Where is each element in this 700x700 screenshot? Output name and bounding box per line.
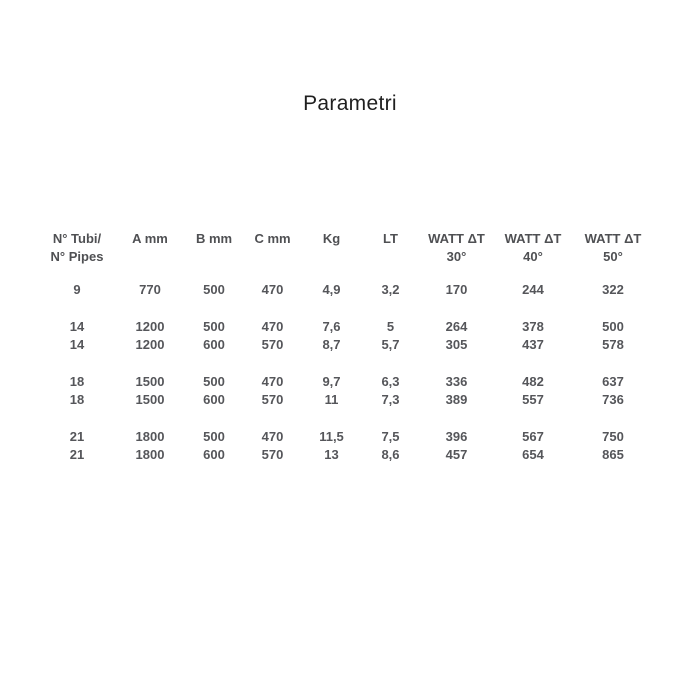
column-header-pipes (39, 230, 115, 266)
cell-watt50: 865 (602, 447, 624, 462)
cell-kg: 4,9 (322, 282, 341, 297)
cell-watt50: 637 (602, 374, 624, 389)
cell-watt30: 305 (445, 337, 468, 352)
cell-b-mm: 600 (203, 392, 225, 407)
cell-watt50: 736 (602, 392, 624, 407)
cell-watt40: 437 (522, 337, 544, 352)
cell-pipes: 14 (69, 319, 85, 334)
column-header-pipes-line2: N° Pipes (50, 249, 104, 264)
cell-b-mm: 500 (203, 374, 225, 389)
cell-c-mm: 470 (261, 429, 284, 444)
cell-pipes: 21 (69, 429, 85, 444)
cell-lt: 3,2 (381, 282, 400, 297)
cell-watt50: 578 (602, 337, 624, 352)
cell-watt30: 396 (445, 429, 468, 444)
row-group-18-pipes (39, 373, 653, 409)
cell-a-mm: 1800 (135, 447, 165, 462)
cell-a-mm: 1500 (135, 392, 165, 407)
column-header-watt-dt-50: WATT ΔT 50° (584, 231, 642, 264)
cell-kg: 9,7 (322, 374, 341, 389)
cell-c-mm: 470 (261, 374, 284, 389)
column-header-b-mm: B mm (195, 231, 233, 246)
cell-watt50: 500 (602, 319, 624, 334)
cell-lt: 5 (386, 319, 395, 334)
row-group-14-pipes (39, 318, 653, 354)
column-header-c-mm: C mm (254, 231, 291, 246)
table-row (39, 446, 653, 464)
cell-lt: 7,3 (381, 392, 400, 407)
cell-kg: 11 (324, 392, 339, 407)
cell-lt: 8,6 (381, 447, 400, 462)
column-header-watt-dt-40: WATT ΔT 40° (504, 231, 562, 264)
cell-watt40: 482 (522, 374, 544, 389)
cell-a-mm: 1800 (135, 429, 165, 444)
cell-pipes: 9 (73, 282, 81, 297)
cell-pipes: 18 (69, 374, 85, 389)
cell-kg: 13 (324, 447, 339, 462)
column-header-watt-dt-30: WATT ΔT 30° (428, 231, 485, 264)
cell-b-mm: 500 (203, 282, 225, 297)
cell-lt: 7,5 (381, 429, 400, 444)
table-row (39, 336, 653, 354)
column-header-a-mm: A mm (132, 231, 168, 246)
table-row (39, 391, 653, 409)
cell-lt: 5,7 (381, 337, 400, 352)
table-row (39, 281, 653, 299)
table-row (39, 428, 653, 446)
column-header-kg: Kg (322, 231, 341, 246)
cell-pipes: 21 (69, 447, 85, 462)
cell-c-mm: 570 (261, 337, 284, 352)
cell-kg: 11,5 (319, 429, 344, 444)
cell-watt40: 654 (522, 447, 544, 462)
cell-a-mm: 770 (139, 282, 161, 297)
cell-kg: 8,7 (322, 337, 341, 352)
cell-a-mm: 1500 (135, 374, 165, 389)
cell-kg: 7,6 (322, 319, 341, 334)
cell-watt50: 322 (602, 282, 624, 297)
cell-watt30: 457 (445, 447, 468, 462)
cell-a-mm: 1200 (135, 337, 165, 352)
table-row (39, 373, 653, 391)
cell-b-mm: 500 (203, 319, 225, 334)
column-header-lt: LT (383, 231, 398, 246)
cell-watt40: 557 (522, 392, 544, 407)
column-header-pipes-line1: N° Tubi/ (52, 231, 102, 246)
cell-watt40: 567 (522, 429, 544, 444)
row-group-21-pipes (39, 428, 653, 464)
cell-watt30: 389 (445, 392, 468, 407)
cell-a-mm: 1200 (135, 319, 165, 334)
cell-watt50: 750 (602, 429, 624, 444)
cell-b-mm: 600 (203, 447, 225, 462)
cell-watt40: 378 (522, 319, 544, 334)
table-row (39, 318, 653, 336)
cell-watt40: 244 (522, 282, 544, 297)
cell-c-mm: 470 (261, 282, 284, 297)
parameters-table (39, 230, 653, 464)
cell-watt30: 336 (445, 374, 468, 389)
table-header-row (39, 230, 653, 266)
cell-c-mm: 470 (261, 319, 284, 334)
cell-b-mm: 600 (203, 337, 225, 352)
cell-watt30: 264 (445, 319, 468, 334)
cell-lt: 6,3 (381, 374, 400, 389)
cell-pipes: 14 (69, 337, 85, 352)
cell-b-mm: 500 (203, 429, 225, 444)
cell-pipes: 18 (69, 392, 85, 407)
cell-c-mm: 570 (261, 392, 284, 407)
page-title: Parametri (303, 92, 397, 115)
row-group-9-pipes (39, 281, 653, 299)
cell-watt30: 170 (445, 282, 468, 297)
cell-c-mm: 570 (261, 447, 284, 462)
